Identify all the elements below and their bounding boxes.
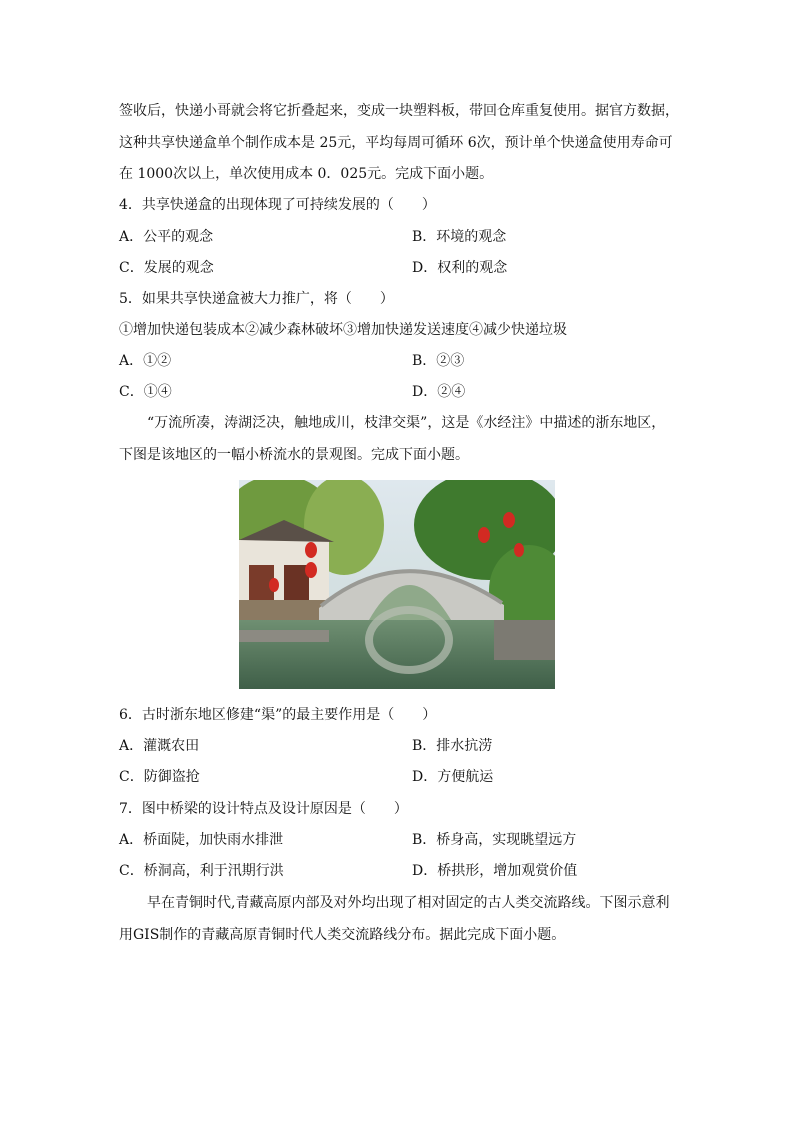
question-4-stem: 4．共享快递盒的出现体现了可持续发展的（ ） bbox=[119, 197, 436, 213]
bridge-landscape-photo bbox=[239, 480, 555, 689]
question-5-option-c: C．①④ bbox=[119, 384, 172, 400]
passage2-line-1: “万流所凑，涛湖泛决，触地成川，枝津交渠”，这是《水经注》中描述的浙东地区， bbox=[147, 415, 666, 431]
question-4-option-c: C．发展的观念 bbox=[119, 260, 214, 276]
passage2-line-2: 下图是该地区的一幅小桥流水的景观图。完成下面小题。 bbox=[119, 447, 469, 463]
question-6-stem: 6．古时浙东地区修建“渠”的最主要作用是（ ） bbox=[119, 707, 437, 723]
question-4-option-d: D．权利的观念 bbox=[412, 260, 508, 276]
passage3-line-2: 用GIS制作的青藏高原青铜时代人类交流路线分布。据此完成下面小题。 bbox=[119, 927, 566, 943]
question-7-option-a: A．桥面陡，加快雨水排泄 bbox=[119, 832, 284, 848]
question-4-option-b: B．环境的观念 bbox=[412, 229, 507, 245]
passage1-line-3: 在 1000次以上，单次使用成本 0．025元。完成下面小题。 bbox=[119, 166, 494, 182]
question-7-option-b: B．桥身高，实现眺望远方 bbox=[412, 832, 577, 848]
question-7-stem: 7．图中桥梁的设计特点及设计原因是（ ） bbox=[119, 801, 408, 817]
question-5-choices: ①增加快递包装成本②减少森林破坏③增加快递发送速度④减少快递垃圾 bbox=[119, 322, 567, 338]
question-7-option-c: C．桥洞高，利于汛期行洪 bbox=[119, 863, 284, 879]
passage3-line-1: 早在青铜时代,青藏高原内部及对外均出现了相对固定的古人类交流路线。下图示意利 bbox=[147, 895, 670, 911]
passage1-line-2: 这种共享快递盒单个制作成本是 25元，平均每周可循环 6次，预计单个快递盒使用寿命可 bbox=[119, 135, 673, 151]
question-4-option-a: A．公平的观念 bbox=[119, 229, 214, 245]
question-5-stem: 5．如果共享快递盒被大力推广，将（ ） bbox=[119, 291, 394, 307]
question-6-option-d: D．方便航运 bbox=[412, 769, 494, 785]
question-6-option-a: A．灌溉农田 bbox=[119, 738, 200, 754]
question-6-option-b: B．排水抗涝 bbox=[412, 738, 493, 754]
question-6-option-c: C．防御盗抢 bbox=[119, 769, 200, 785]
question-5-option-b: B．②③ bbox=[412, 353, 465, 369]
question-7-option-d: D．桥拱形，增加观赏价值 bbox=[412, 863, 578, 879]
passage1-line-1: 签收后，快递小哥就会将它折叠起来，变成一块塑料板，带回仓库重复使用。据官方数据， bbox=[119, 103, 679, 119]
question-5-option-a: A．①② bbox=[119, 353, 172, 369]
question-5-option-d: D．②④ bbox=[412, 384, 466, 400]
